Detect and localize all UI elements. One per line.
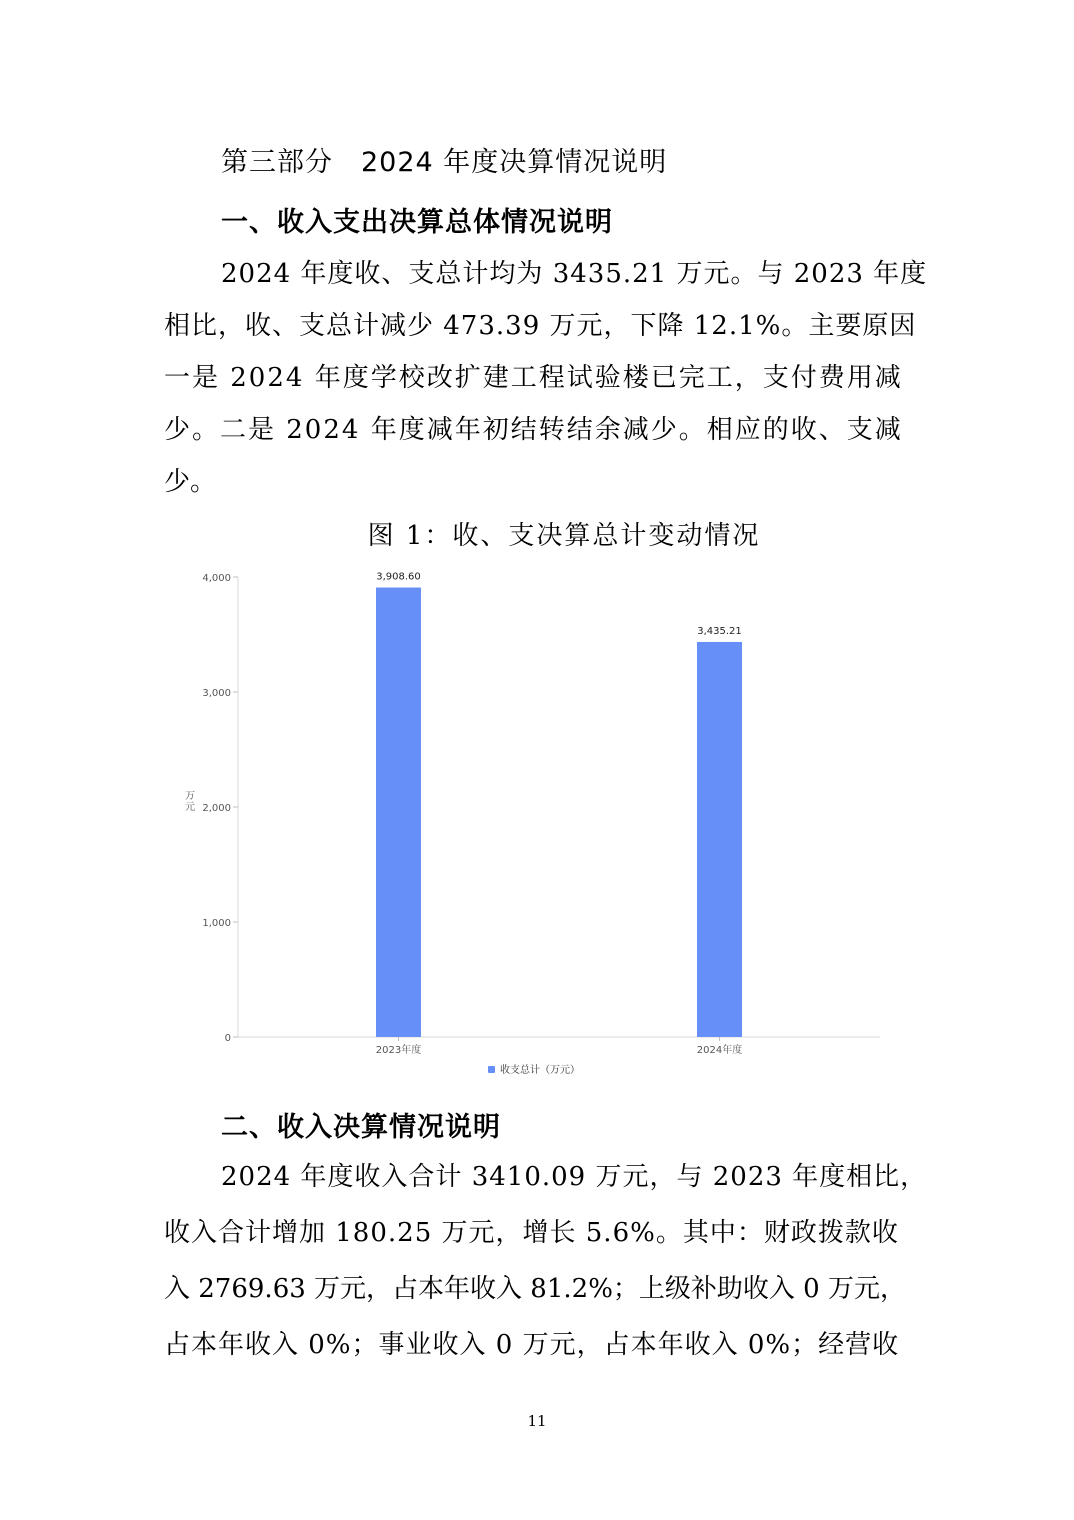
section1-line-1: 2024 年度收、支总计均为 3435.21 万元。与 2023 年度 xyxy=(221,259,928,289)
section2-line-4: 占本年收入 0%；事业收入 0 万元，占本年收入 0%；经营收 xyxy=(164,1330,900,1360)
y-tick-label: 0 xyxy=(224,1033,231,1044)
figure-caption: 图 1：收、支决算总计变动情况 xyxy=(367,521,761,551)
y-tick-label: 1,000 xyxy=(202,918,231,929)
section1-line-3: 一是 2024 年度学校改扩建工程试验楼已完工，支付费用减 xyxy=(164,363,903,393)
y-tick-label: 2,000 xyxy=(202,803,231,814)
section1-line-5: 少。 xyxy=(164,467,217,497)
bar-2024年度 xyxy=(697,642,742,1037)
section2-title: 二、收入决算情况说明 xyxy=(221,1112,501,1143)
section1-line-4: 少。二是 2024 年度减年初结转结余减少。相应的收、支减 xyxy=(164,415,903,445)
section2-line-3: 入 2769.63 万元，占本年收入 81.2%；上级补助收入 0 万元， xyxy=(164,1274,906,1304)
part-heading: 第三部分 2024 年度决算情况说明 xyxy=(221,147,668,178)
bar-2023年度 xyxy=(376,588,421,1037)
bar-chart xyxy=(170,560,890,1090)
x-tick-label: 2024年度 xyxy=(696,1045,743,1056)
section2-line-1: 2024 年度收入合计 3410.09 万元，与 2023 年度相比， xyxy=(221,1162,928,1192)
page-number: 11 xyxy=(527,1412,547,1430)
x-tick-label: 2023年度 xyxy=(375,1045,422,1056)
section1-line-2: 相比，收、支总计减少 473.39 万元，下降 12.1%。主要原因 xyxy=(164,311,917,341)
y-tick-label: 4,000 xyxy=(202,573,231,584)
data-label: 3,908.60 xyxy=(376,571,421,583)
legend-swatch xyxy=(488,1066,495,1073)
y-axis-title: 万元 xyxy=(185,791,195,813)
section2-line-2: 收入合计增加 180.25 万元，增长 5.6%。其中：财政拨款收 xyxy=(164,1218,899,1248)
legend-label: 收支总计（万元） xyxy=(500,1065,580,1076)
section1-title: 一、收入支出决算总体情况说明 xyxy=(221,207,613,238)
data-label: 3,435.21 xyxy=(697,625,742,637)
y-tick-label: 3,000 xyxy=(202,688,231,699)
